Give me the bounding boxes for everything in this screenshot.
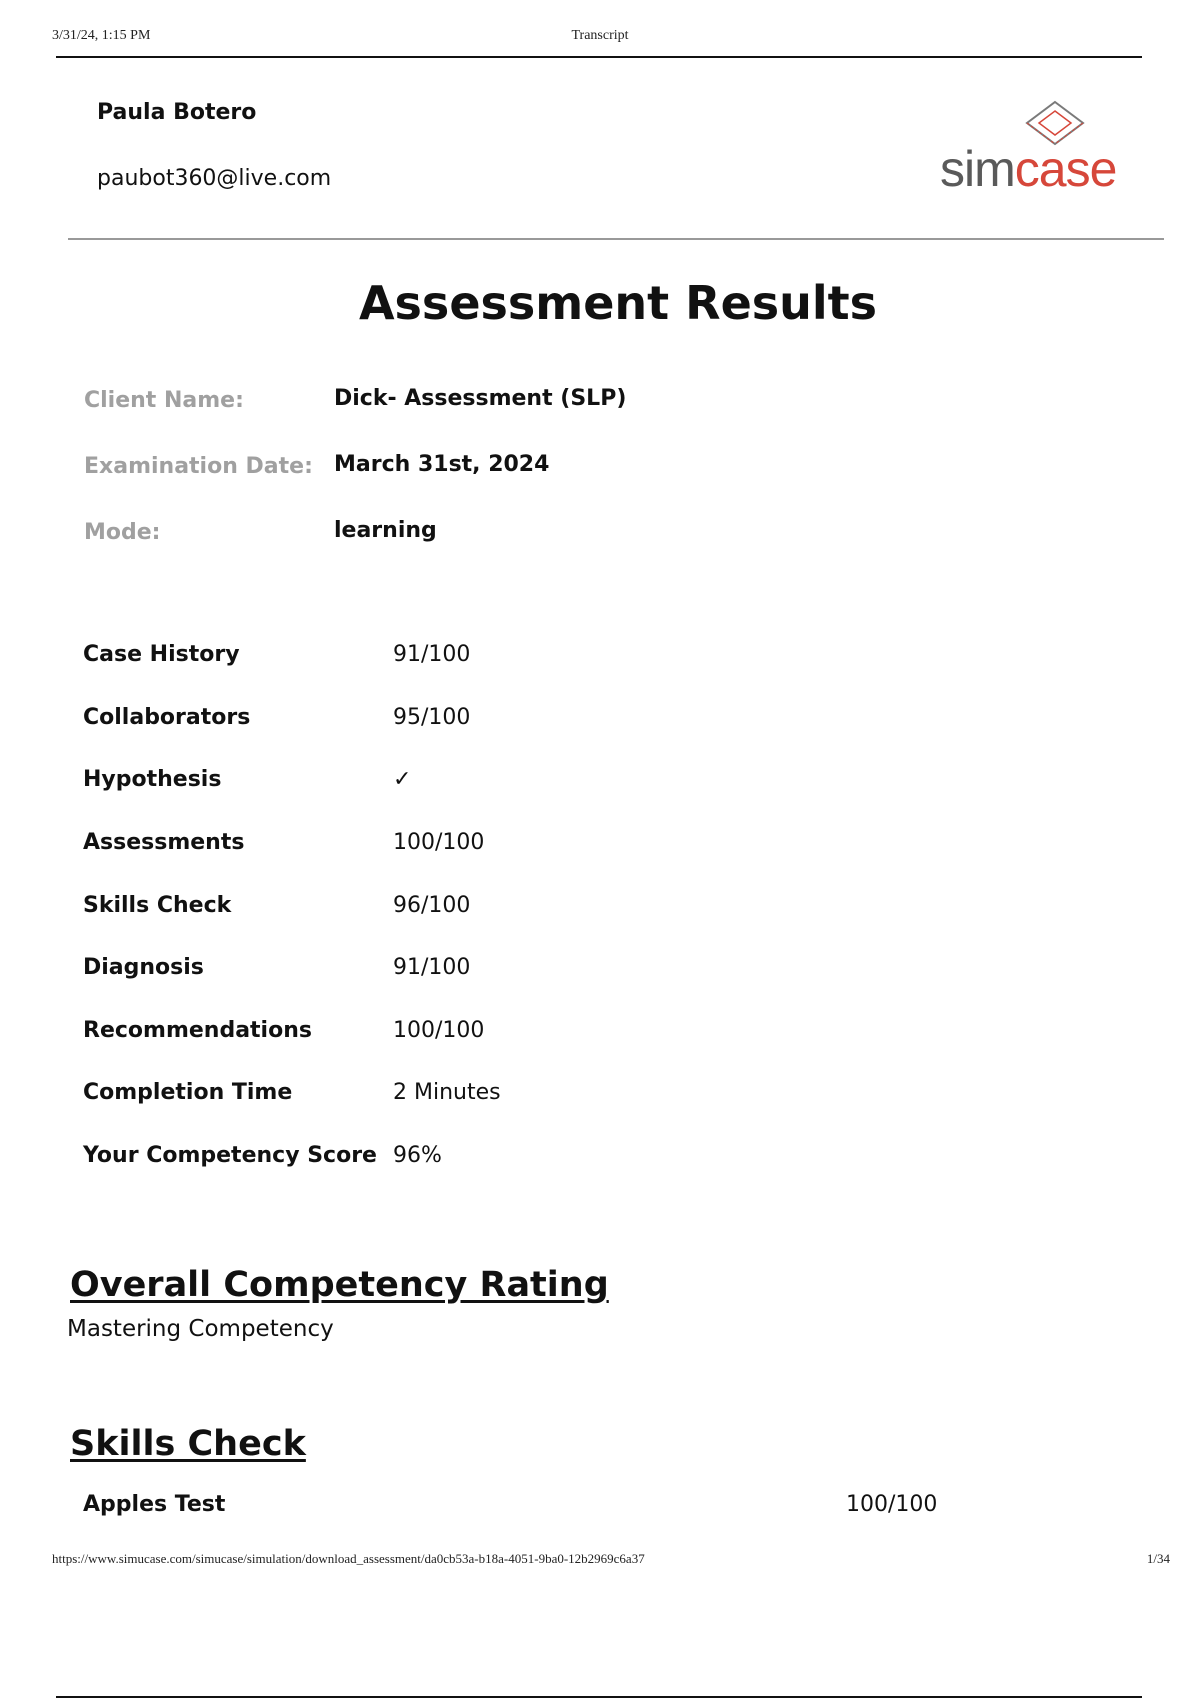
score-value: 91/100 [393,642,471,667]
score-value: 100/100 [393,830,485,855]
user-name: Paula Botero [97,100,257,125]
score-label: Your Competency Score [83,1143,377,1168]
info-value: March 31st, 2024 [334,452,550,477]
score-label: Recommendations [83,1018,312,1043]
info-label: Examination Date: [84,454,313,479]
info-value: Dick- Assessment (SLP) [334,386,627,411]
score-value: 100/100 [393,1018,485,1043]
print-footer [52,1551,1170,1571]
header-divider [68,238,1164,240]
score-label: Case History [83,642,240,667]
score-label: Collaborators [83,705,251,730]
score-value: 95/100 [393,705,471,730]
score-value: 91/100 [393,955,471,980]
print-datetime: 3/31/24, 1:15 PM [52,28,151,43]
score-label: Skills Check [83,893,232,918]
skill-label: Apples Test [83,1492,226,1517]
score-label: Hypothesis [83,767,222,792]
score-value: 96% [393,1143,442,1168]
page-number: 1/34 [1146,1551,1170,1566]
skill-row [83,1492,963,1522]
score-value: 2 Minutes [393,1080,501,1105]
info-label: Mode: [84,520,161,545]
score-label: Diagnosis [83,955,204,980]
logo-wordmark: simcase [940,141,1117,197]
print-title: Transcript [571,28,629,43]
info-label: Client Name: [84,388,244,413]
print-header [52,28,1148,48]
score-label: Completion Time [83,1080,293,1105]
check-icon: ✓ [393,767,412,792]
user-email: paubot360@live.com [97,166,332,191]
bottom-divider [56,1696,1142,1698]
page-title: Assessment Results [358,276,878,330]
score-label: Assessments [83,830,245,855]
skill-value: 100/100 [846,1492,938,1517]
top-divider [56,56,1142,58]
skills-check-heading: Skills Check [70,1424,306,1464]
info-value: learning [334,518,437,543]
score-value: 96/100 [393,893,471,918]
overall-rating-value: Mastering Competency [67,1316,334,1342]
overall-rating-heading: Overall Competency Rating [70,1265,609,1305]
footer-url: https://www.simucase.com/simucase/simulation/download_assessment/da0cb53a-b18a-4051-9ba0-12b2969c6a37 [52,1551,645,1566]
simucase-logo [940,100,1170,195]
